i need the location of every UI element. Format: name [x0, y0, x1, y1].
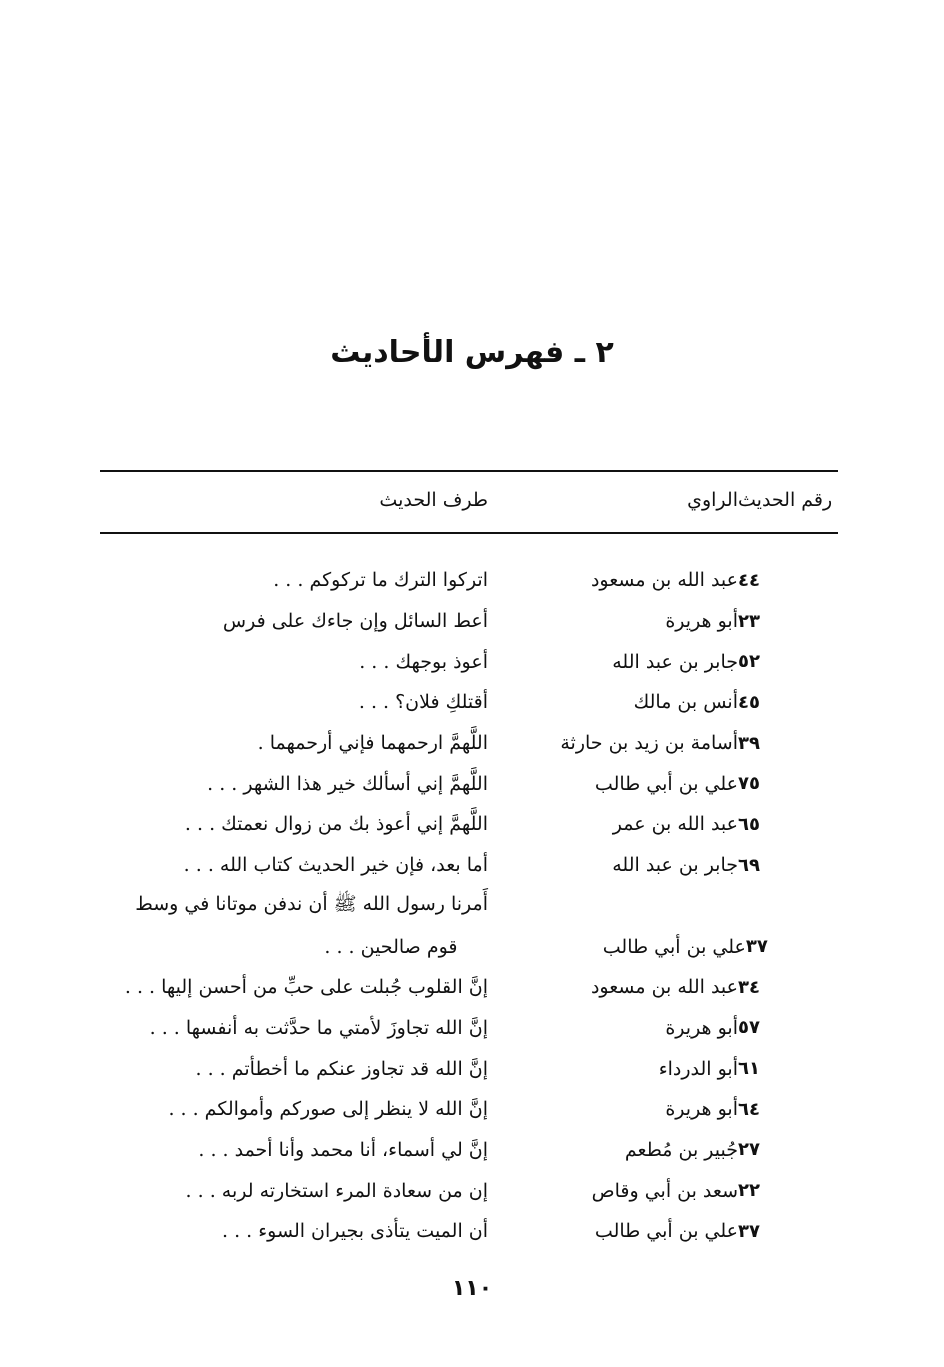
narrator: عبد الله بن مسعود: [590, 569, 738, 592]
narrator: أسامة بن زيد بن حارثة: [560, 732, 738, 755]
hadith-text: إنَّ لي أسماء، أنا محمد وأنا أحمد . . .: [198, 1138, 488, 1161]
narrator: علي بن أبي طالب: [602, 935, 746, 958]
hadith-number: ٥٢: [738, 651, 760, 673]
hadith-text: اتركوا الترك ما تركوكم . . .: [273, 569, 488, 592]
hadith-number: ٥٧: [738, 1017, 760, 1039]
hadith-text: أعط السائل وإن جاءك على فرس: [222, 610, 488, 633]
table-row: [100, 1211, 838, 1252]
narrator: أبو هريرة: [665, 1098, 738, 1121]
table-row: [100, 1170, 838, 1211]
table-row: [100, 845, 838, 886]
hadith-number: ٣٩: [738, 732, 760, 754]
hadith-number: ٦٤: [738, 1098, 760, 1120]
narrator: أبو هريرة: [665, 1016, 738, 1039]
table-row: [100, 601, 838, 642]
table-row: [100, 886, 838, 927]
hadith-text: أَمرنا رسول الله ﷺ أن ندفن موتانا في وسط: [135, 892, 488, 915]
narrator: علي بن أبي طالب: [594, 772, 738, 795]
narrator: أنس بن مالك: [633, 691, 738, 714]
table-row: [100, 1130, 838, 1171]
hadith-text: إنَّ القلوب جُبلت على حبِّ من أحسن إليها . . .: [124, 976, 488, 999]
hadith-number: ٢٧: [738, 1139, 760, 1161]
table-row: [100, 682, 838, 723]
hadith-number: ٤٥: [738, 691, 760, 713]
page-title: ٢ ـ فهرس الأحاديث: [330, 335, 614, 370]
table-header-rule: [100, 532, 838, 534]
narrator: علي بن أبي طالب: [594, 1220, 738, 1243]
narrator: سعد بن أبي وقاص: [591, 1179, 738, 1202]
table-row: [100, 763, 838, 804]
hadith-text: اللَّهمَّ إني أعوذ بك من زوال نعمتك . . .: [184, 813, 488, 836]
table-row: [100, 1089, 838, 1130]
hadith-text: أما بعد، فإن خير الحديث كتاب الله . . .: [183, 854, 488, 877]
hadith-text: اللَّهمَّ ارحمهما فإني أرحمهما .: [257, 732, 488, 755]
hadith-text: قوم صالحين . . .: [324, 935, 458, 958]
hadith-number: ٣٤: [738, 976, 760, 998]
hadith-number: ٦٩: [738, 854, 760, 876]
hadith-number: ٣٧: [738, 1220, 760, 1242]
hadith-number: ٢٣: [738, 610, 760, 632]
table-row: [100, 641, 838, 682]
hadith-number: ٧٥: [738, 773, 760, 795]
table-top-rule: [100, 470, 838, 472]
hadith-text: إنَّ الله تجاوزَ لأمتي ما حدَّثت به أنفسها . . .: [149, 1016, 488, 1039]
narrator: جابر بن عبد الله: [612, 650, 738, 673]
page-number: ١١٠: [451, 1276, 493, 1301]
table-row: [100, 804, 838, 845]
hadith-number: ٣٧: [745, 936, 768, 958]
hadith-text: إنَّ الله لا ينظر إلى صوركم وأموالكم . . .: [168, 1098, 488, 1121]
hadith-number: ٤٤: [738, 569, 760, 591]
table-row: [100, 560, 838, 601]
table-row: [100, 723, 838, 764]
narrator: أبو هريرة: [665, 610, 738, 633]
table-row: [100, 967, 838, 1008]
table-row: [100, 1048, 838, 1089]
narrator: عبد الله بن مسعود: [590, 976, 738, 999]
narrator: عبد الله بن عمر: [612, 813, 738, 836]
narrator: جُبير بن مُطعم: [624, 1138, 738, 1161]
hadith-text: أن الميت يتأذى بجيران السوء . . .: [222, 1220, 488, 1243]
header-number: رقم الحديث: [738, 489, 833, 511]
table-header: [100, 480, 838, 520]
header-hadith: طرف الحديث: [379, 489, 488, 511]
hadith-text: اللَّهمَّ إني أسألك خير هذا الشهر . . .: [207, 772, 488, 795]
header-rawi: الراوي: [687, 489, 738, 511]
hadith-number: ٦١: [738, 1058, 760, 1080]
hadith-text: أعوذ بوجهك . . .: [359, 650, 488, 673]
hadith-text: إنَّ الله قد تجاوز عنكم ما أخطأتم . . .: [195, 1057, 488, 1080]
hadith-text: أقتلكِ فلان؟ . . .: [358, 691, 488, 714]
table-row: [100, 926, 838, 967]
hadith-text: إن من سعادة المرء استخارته لربه . . .: [185, 1179, 488, 1202]
table-row: [100, 1008, 838, 1049]
hadith-index-table: [100, 470, 838, 1252]
narrator: أبو الدرداء: [658, 1057, 738, 1080]
table-body: [100, 560, 838, 1252]
hadith-number: ٢٢: [738, 1180, 760, 1202]
narrator: جابر بن عبد الله: [612, 854, 738, 877]
hadith-number: ٦٥: [738, 813, 760, 835]
